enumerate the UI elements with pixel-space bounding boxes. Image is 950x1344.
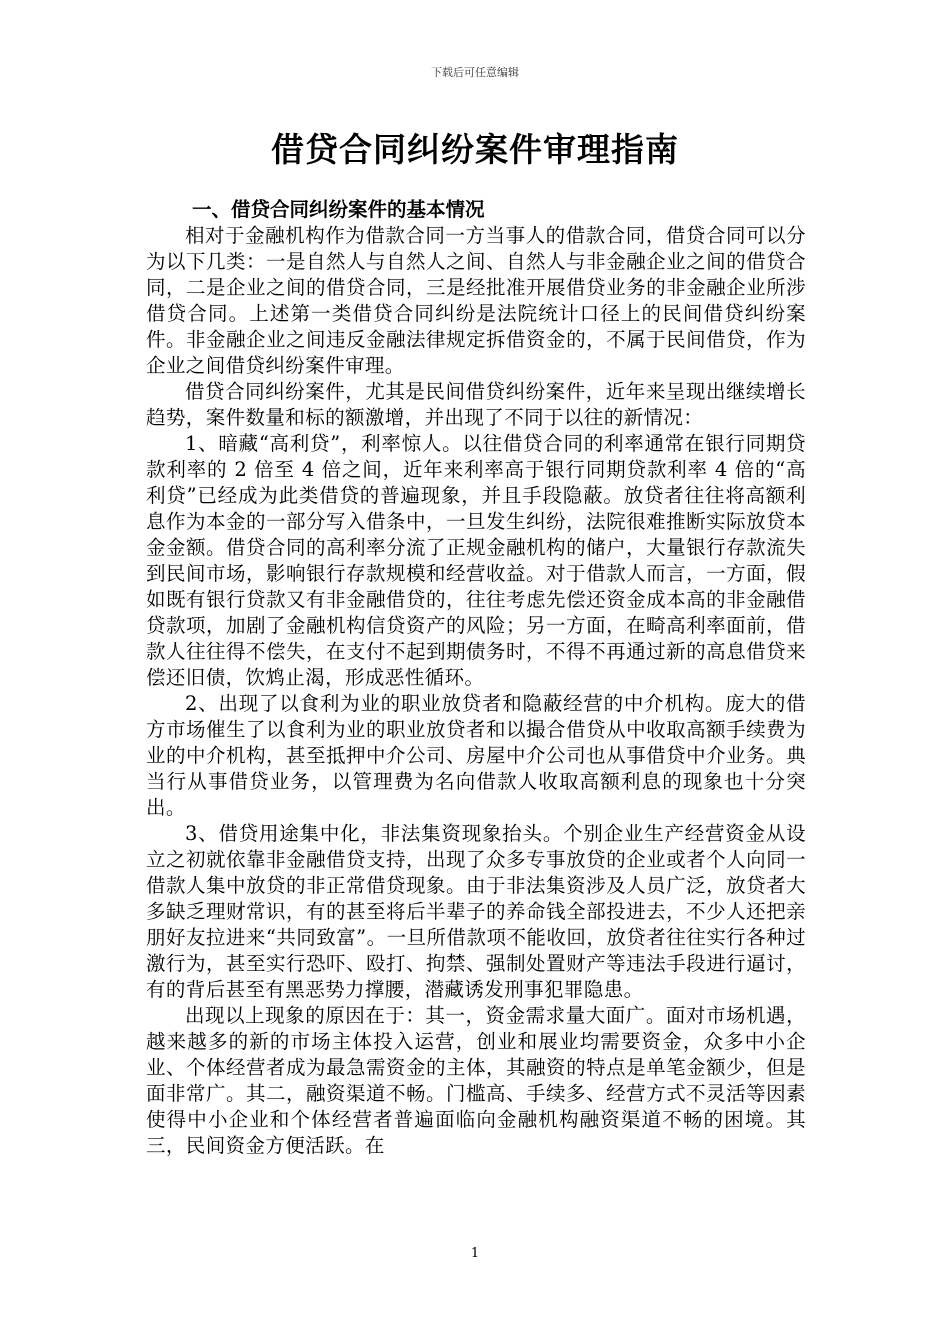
paragraph-causes: 出现以上现象的原因在于：其一，资金需求量大面广。面对市场机遇，越来越多的新的市场主体投入运营，创业和展业均需要资金，众多中小企业、个体经营者成为最急需资金的主体，其融资的特点是单笔金额少，但是面非常广。其二，融资渠道不畅。门槛高、手续多、经营方式不灵活等因素使得中小企业和个体经营者普遍面临向金融机构融资渠道不畅的困境。其三，民间资金方便活跃。在 (146, 1004, 806, 1157)
header-note: 下载后可任意编辑 (431, 66, 519, 79)
document-body (146, 197, 806, 1159)
paragraph-growth-trend: 借贷合同纠纷案件，尤其是民间借贷纠纷案件，近年来呈现出继续增长趋势，案件数量和标的额激增，并出现了不同于以往的新情况： (146, 380, 806, 429)
paragraph-loan-categories: 相对于金融机构作为借款合同一方当事人的借款合同，借贷合同可以分为以下几类：一是自然人与自然人之间、自然人与非金融企业之间的借贷合同，二是企业之间的借贷合同，三是经批准开展借贷业务的非金融企业所涉借贷合同。上述第一类借贷合同纠纷是法院统计口径上的民间借贷纠纷案件。非金融企业之间违反金融法律规定拆借资金的，不属于民间借贷，作为企业之间借贷纠纷案件审理。 (146, 224, 806, 377)
document-title: 借贷合同纠纷案件审理指南 (271, 130, 679, 169)
paragraph-high-interest: 1、暗藏“高利贷”，利率惊人。以往借贷合同的利率通常在银行同期贷款利率的 2 倍至 4 倍之间，近年来利率高于银行同期贷款利率 4 倍的“高利贷”已经成为此类借贷的普遍现象，并且手段隐蔽。放贷者往往将高额利息作为本金的一部分写入借条中，一旦发生纠纷，法院很难推断实际放贷本金金额。借贷合同的高利率分流了正规金融机构的储户，大量银行存款流失到民间市场，影响银行存款规模和经营收益。对于借款人而言，一方面，假如既有银行贷款又有非金融借贷的，往往考虑先偿还资金成本高的非金融借贷款项，加剧了金融机构信贷资产的风险；另一方面，在畸高利率面前，借款人往往得不偿失，在支付不起到期债务时，不得不再通过新的高息借贷来偿还旧债，饮鸩止渴，形成恶性循环。 (146, 432, 806, 689)
paragraph-professional-lenders: 2、出现了以食利为业的职业放贷者和隐蔽经营的中介机构。庞大的借方市场催生了以食利为业的职业放贷者和以撮合借贷从中收取高额手续费为业的中介机构，甚至抵押中介公司、房屋中介公司也从事借贷中介业务。典当行从事借贷业务，以管理费为名向借款人收取高额利息的现象也十分突出。 (146, 692, 806, 819)
section-heading: 一、借贷合同纠纷案件的基本情况 (192, 198, 485, 221)
page-number: 1 (470, 1246, 480, 1261)
paragraph-illegal-fundraising: 3、借贷用途集中化，非法集资现象抬头。个别企业生产经营资金从设立之初就依靠非金融借贷支持，出现了众多专事放贷的企业或者个人向同一借款人集中放贷的非正常借贷现象。由于非法集资涉及人员广泛，放贷者大多缺乏理财常识，有的甚至将后半辈子的养命钱全部投进去，不少人还把亲朋好友拉进来“共同致富”。一旦所借款项不能收回，放贷者往往实行各种过激行为，甚至实行恐吓、殴打、拘禁、强制处置财产等违法手段进行逼讨，有的背后甚至有黑恶势力撑腰，潜藏诱发刑事犯罪隐患。 (146, 822, 806, 1001)
